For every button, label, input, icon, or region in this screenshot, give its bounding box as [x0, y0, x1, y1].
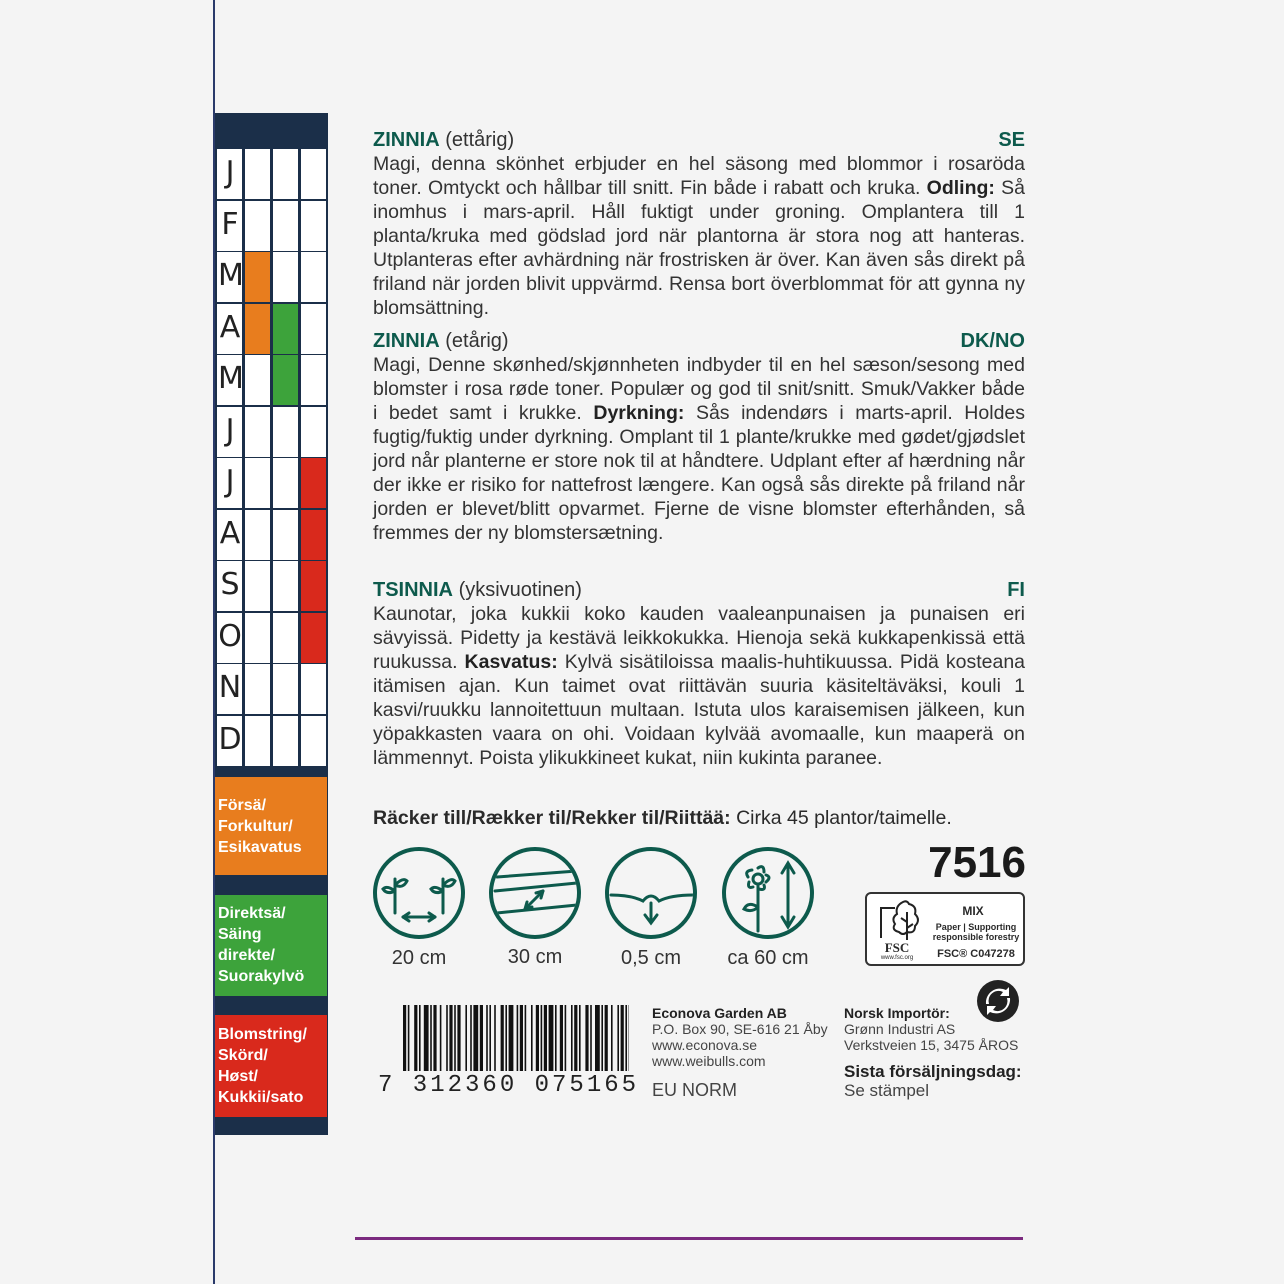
- calendar-cell: [301, 561, 326, 611]
- barcode-bar: [473, 1005, 478, 1071]
- section-heading: [373, 329, 1025, 353]
- calendar-month-letter: M: [218, 361, 244, 396]
- cultivation-label: Dyrkning:: [593, 402, 685, 424]
- calendar-cell: [273, 355, 298, 405]
- barcode-bar: [489, 1005, 491, 1071]
- calendar-cell: [245, 510, 270, 560]
- intro-text: Magi, Denne skønhed/skjønnheten indbyder til en hel sæson/sesong med blomster i rosa røde toner. Populær og god til snit/snitt. Smuk/Vakker både i bedet samt i krukke.: [373, 354, 1025, 424]
- calendar-cell: [245, 304, 270, 354]
- barcode-bar: [549, 1005, 554, 1071]
- cultivation-text: Kylvä sisätiloissa maalis-huhtikuussa. Pidä kosteana itämisen ajan. Kun taimet ovat riittävän suuria käsiteltäväksi, kouli 1 kasvi/ruukku lannoitettuun multaan. Istuta ulos karaisemisen jälkeen, kun yöpakkasten vaara on ohi. Voidaan kylvää avomaalle, kun maaperä on lämmennyt. Poista ylikukkineet kukat, niin kukinta paranee.: [373, 651, 1026, 769]
- calendar-cell: [245, 355, 270, 405]
- barcode-bar: [621, 1005, 624, 1071]
- legend-bloom-line: Blomstring/: [218, 1026, 307, 1043]
- calendar-cell: [273, 664, 298, 714]
- section-text: [373, 353, 1025, 545]
- calendar-cell: [245, 561, 270, 611]
- section-heading: [373, 578, 1025, 602]
- legend-bloom-line: Høst/: [218, 1068, 258, 1085]
- barcode-bar: [403, 1005, 406, 1071]
- plant-name: ZINNIA: [373, 129, 440, 151]
- last-sale-label: Sista försäljningsdag:: [844, 1062, 1022, 1081]
- barcode-bar: [414, 1005, 417, 1071]
- barcode-bar: [424, 1005, 429, 1071]
- calendar-cell: [273, 252, 298, 302]
- barcode-bar: [465, 1005, 467, 1071]
- calendar-cell: [301, 716, 326, 766]
- barcode-bar: [470, 1005, 472, 1071]
- calendar-cell: [245, 664, 270, 714]
- legend-bloom-line: Skörd/: [218, 1047, 268, 1064]
- barcode-bar: [509, 1005, 514, 1071]
- calendar-cell: [273, 458, 298, 508]
- fsc-certification-badge: [865, 892, 1025, 966]
- plant-name: ZINNIA: [373, 330, 440, 352]
- calendar-month-letter: O: [218, 619, 242, 654]
- calendar-cell: [273, 149, 298, 199]
- calendar-cell: [245, 458, 270, 508]
- calendar-cell: [301, 613, 326, 663]
- calendar-month-letter: A: [219, 516, 241, 551]
- barcode-number: 7 312360 075165: [378, 1072, 640, 1099]
- barcode-bar: [446, 1005, 448, 1071]
- plant-spacing-label: 20 cm: [391, 947, 447, 969]
- calendar-cell: [273, 407, 298, 457]
- section-heading: [373, 128, 1025, 152]
- language-code: SE: [998, 129, 1025, 151]
- calendar-cell: [301, 149, 326, 199]
- section-se: [373, 128, 1025, 320]
- barcode-bar: [605, 1005, 608, 1071]
- legend-sow-indoor-line: Forkultur/: [218, 818, 293, 835]
- barcode-bar: [494, 1005, 496, 1071]
- calendar-cell: [301, 252, 326, 302]
- fsc-logo-text: FSC: [884, 940, 910, 955]
- barcode-bar: [480, 1005, 483, 1071]
- barcode-bar: [571, 1005, 573, 1071]
- row-spacing-label: 30 cm: [507, 946, 563, 968]
- calendar-cell: [245, 149, 270, 199]
- barcode-bar: [531, 1005, 533, 1071]
- recycle-icon: [975, 978, 1021, 1024]
- barcode-bar: [454, 1005, 456, 1071]
- barcode-bar: [408, 1005, 410, 1071]
- barcode-bar: [590, 1005, 592, 1071]
- calendar-cell: [273, 201, 298, 251]
- barcode-bar: [544, 1005, 547, 1071]
- calendar-month-letter: J: [225, 155, 235, 190]
- calendar-cell: [301, 407, 326, 457]
- legend-sow-indoor-line: Försä/: [218, 797, 267, 814]
- calendar-cell: [273, 304, 298, 354]
- plant-height-label: ca 60 cm: [727, 947, 809, 969]
- yield-value: Cirka 45 plantor/taimelle.: [736, 807, 952, 829]
- calendar-month-letter: D: [218, 722, 242, 757]
- barcode-bar: [625, 1005, 627, 1071]
- barcode-bar: [430, 1005, 432, 1071]
- last-sale-value: Se stämpel: [844, 1081, 930, 1100]
- calendar-cell: [301, 458, 326, 508]
- barcode-bar: [560, 1005, 563, 1071]
- plant-type: (etårig): [445, 330, 509, 352]
- section-text: [373, 152, 1025, 320]
- company-website: www.weibulls.com: [652, 1053, 766, 1069]
- legend-sow-direct-line: Direktsä/: [218, 905, 286, 922]
- barcode-bar: [585, 1005, 588, 1071]
- calendar-cell: [301, 304, 326, 354]
- barcode: [403, 1005, 629, 1071]
- barcode-bar: [433, 1005, 436, 1071]
- barcode-bar: [555, 1005, 557, 1071]
- fsc-license-code: FSC® C047278: [937, 948, 1015, 960]
- yield-label: Räcker till/Rækker til/Rekker til/Riittää:: [373, 807, 731, 829]
- fsc-mix-label: MIX: [962, 904, 984, 918]
- intro-text: Magi, denna skönhet erbjuder en hel säsong med blommor i rosaröda toner. Omtyckt och hållbar till snitt. Fin både i rabatt och kruka.: [373, 153, 1025, 199]
- legend-sow-direct-line: direkte/: [218, 947, 275, 964]
- calendar-month-letter: J: [225, 413, 235, 448]
- company-website: www.econova.se: [652, 1037, 758, 1053]
- fsc-url: www.fsc.org: [880, 955, 914, 961]
- calendar-cell: [245, 613, 270, 663]
- barcode-bar: [541, 1005, 543, 1071]
- calendar-cell: [245, 716, 270, 766]
- plant-type: (yksivuotinen): [458, 579, 582, 601]
- importer-label: Norsk Importör:: [844, 1005, 950, 1021]
- last-sale-info: [844, 1062, 1022, 1100]
- plant-name: TSINNIA: [373, 579, 453, 601]
- cultivation-text: Så inomhus i mars-april. Håll fuktigt under groning. Omplantera till 1 planta/kruka med gödslad jord när plantorna är stora nog att hanteras. Utplanteras efter avhärdning när frostrisken är över. Kan även sås direkt på friland när jorden blivit uppvärmd. Rensa bort överblommat för att gynna ny blomsättning.: [373, 177, 1025, 319]
- section-dk-no: [373, 329, 1025, 545]
- calendar-cell: [273, 561, 298, 611]
- barcode-bar: [419, 1005, 421, 1071]
- barcode-bar: [449, 1005, 452, 1071]
- barcode-bar: [536, 1005, 539, 1071]
- legend-sow-indoor-line: Esikavatus: [218, 839, 302, 856]
- section-fi: [373, 578, 1025, 770]
- calendar-month-letter: A: [219, 310, 241, 345]
- eu-norm: EU NORM: [652, 1080, 737, 1100]
- cultivation-text: Sås indendørs i marts-april. Holdes fugtig/fuktig under dyrkning. Omplant til 1 plante/krukke med gødet/gjødslet jord når planterne er store nok til at håndtere. Udplant efter af hærdning når der ikke er risiko for nattefrost længere. Kan også sås direkte på friland når jorden er blevet/blitt opvarmet. Fjerne de visne blomster efterhånden, så fremmes der ny blomstersætning.: [373, 402, 1026, 544]
- importer-address: Verkstveien 15, 3475 ÅROS: [844, 1037, 1019, 1053]
- plant-spacing-icon: [373, 847, 465, 939]
- bottom-divider: [355, 1237, 1023, 1240]
- plant-type: (ettårig): [445, 129, 515, 151]
- sowing-depth-label: 0,5 cm: [620, 947, 682, 969]
- row-spacing-icon: [489, 847, 581, 939]
- sowing-depth-icon: [605, 847, 697, 939]
- barcode-bar: [579, 1005, 581, 1071]
- plant-height-icon: [722, 847, 814, 939]
- barcode-bar: [601, 1005, 603, 1071]
- company-address: P.O. Box 90, SE-616 21 Åby: [652, 1021, 828, 1037]
- language-code: DK/NO: [960, 330, 1025, 352]
- calendar-cell: [245, 252, 270, 302]
- section-text: [373, 602, 1025, 770]
- fsc-tree-icon: [873, 898, 925, 946]
- legend-sow-direct: [215, 895, 327, 996]
- barcode-bar: [611, 1005, 613, 1071]
- cultivation-label: Odling:: [926, 177, 995, 199]
- company-info: [652, 1005, 828, 1069]
- importer-name: Grønn Industri AS: [844, 1021, 956, 1037]
- fsc-description: Paper | Supporting responsible forestry: [932, 922, 1020, 942]
- cultivation-label: Kasvatus:: [464, 651, 558, 673]
- barcode-bar: [440, 1005, 442, 1071]
- calendar-cell: [273, 510, 298, 560]
- calendar-cell: [301, 355, 326, 405]
- barcode-bar: [574, 1005, 577, 1071]
- calendar-month-letter: J: [225, 464, 235, 499]
- calendar-month-letter: F: [221, 207, 239, 242]
- barcode-bar: [520, 1005, 523, 1071]
- barcode-bar: [565, 1005, 567, 1071]
- yield-line: [373, 807, 1025, 830]
- calendar-cell: [273, 716, 298, 766]
- calendar-cell: [301, 510, 326, 560]
- calendar-cell: [301, 664, 326, 714]
- calendar-cell: [245, 407, 270, 457]
- legend-sow-indoor: [215, 777, 327, 875]
- barcode-bar: [525, 1005, 527, 1071]
- barcode-bar: [617, 1005, 619, 1071]
- legend-bloom: [215, 1015, 327, 1117]
- barcode-bar: [505, 1005, 507, 1071]
- intro-text: Kaunotar, joka kukkii koko kauden vaaleanpunaisen ja punaisen eri sävyissä. Pidetty ja kestävä leikkokukka. Hienoja sekä kukkapenkissä että ruukussa.: [373, 603, 1025, 673]
- calendar-month-letter: N: [218, 670, 242, 705]
- company-name: Econova Garden AB: [652, 1005, 787, 1021]
- barcode-bar: [486, 1005, 488, 1071]
- calendar-cell: [245, 201, 270, 251]
- barcode-bar: [457, 1005, 460, 1071]
- calendar-month-letter: M: [218, 258, 244, 293]
- barcode-bar: [595, 1005, 600, 1071]
- barcode-bar: [501, 1005, 504, 1071]
- legend-sow-direct-line: Suorakylvö: [218, 968, 305, 985]
- calendar-month-letter: S: [220, 567, 240, 602]
- product-number: 7516: [928, 838, 1026, 887]
- legend-sow-direct-line: Säing: [218, 926, 262, 943]
- legend-bloom-line: Kukkii/sato: [218, 1089, 304, 1106]
- calendar-cell: [301, 201, 326, 251]
- language-code: FI: [1007, 579, 1025, 601]
- calendar-cell: [273, 613, 298, 663]
- barcode-bar: [517, 1005, 519, 1071]
